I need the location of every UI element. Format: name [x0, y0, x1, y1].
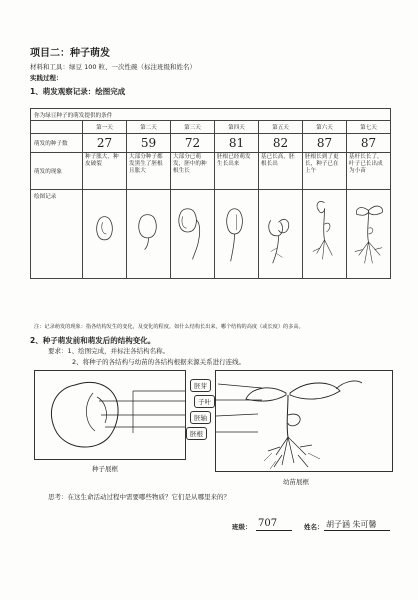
count-label: 萌发的种子数	[31, 134, 83, 153]
count-value: 27	[83, 134, 127, 153]
phenomenon-cell: 种子胀大，种皮破裂	[83, 153, 127, 190]
day-header: 第四天	[215, 121, 259, 134]
phenomenon-cell: 胚根已经萌发生长出来	[215, 153, 259, 190]
reflection-question: 思考：在这生命活动过程中需要哪些物质？它们是从哪里来的？	[48, 493, 230, 501]
day-header: 第五天	[259, 121, 303, 134]
day-header: 第一天	[83, 121, 127, 134]
class-label: 班级：	[232, 523, 252, 531]
section2-heading: 2、种子萌发前和萌发后的结构变化。	[30, 336, 156, 345]
phenomenon-cell: 基已长高，胚根长出	[259, 153, 303, 190]
day-header: 第七天	[347, 121, 391, 134]
label-cotyledon: 子叶	[194, 395, 215, 408]
phenomenon-cell: 大部分已萌发，胚中的种根生长	[171, 153, 215, 190]
table-note: 注：记录萌发的现象：指各结构发生的变化，及变化的程度。如什么结构长出来，哪个结构的高度（或长度）的多高。	[34, 324, 304, 330]
project-title: 项目二：种子萌发	[30, 48, 110, 59]
phenomenon-cell: 胚根长到了更长，种子已在上午	[303, 153, 347, 190]
label-plumule: 胚芽	[190, 379, 211, 392]
phenomenon-cell: 基杆长长了，叶子已长出成为小苗	[347, 153, 391, 190]
count-value: 87	[303, 134, 347, 153]
drawing-label: 绘图记录	[31, 190, 83, 279]
seedling-frame-caption: 幼苗展框	[283, 478, 309, 486]
count-value: 81	[215, 134, 259, 153]
day-header: 第六天	[303, 121, 347, 134]
process-heading: 实践过程：	[30, 74, 63, 82]
class-value: 707	[258, 518, 278, 529]
count-value: 87	[347, 134, 391, 153]
class-underline	[256, 530, 292, 531]
phenomenon-cell: 大部分种子都发黑生了胚根且胀大	[127, 153, 171, 190]
name-value: 胡子涵 朱可馨	[326, 520, 377, 529]
label-hypocotyl: 胚轴	[190, 411, 211, 424]
condition-label: 你为绿豆种子的萌发提供的条件	[31, 109, 391, 121]
label-radicle: 胚根	[186, 427, 207, 440]
name-underline	[324, 530, 390, 531]
day-header: 第三天	[171, 121, 215, 134]
count-value: 82	[259, 134, 303, 153]
count-value: 72	[171, 134, 215, 153]
count-value: 59	[127, 134, 171, 153]
day-header: 第二天	[127, 121, 171, 134]
phenomenon-label: 萌发的现象	[31, 153, 83, 190]
section1-heading: 1、萌发观察记录：绘图完成	[30, 87, 126, 96]
requirement-1: 要求：1、绘图完成，并标注各结构名称。	[48, 347, 170, 355]
requirement-2: 2、将种子的各结构与幼苗的各结构根据来源关系进行连线。	[72, 358, 246, 366]
materials-text: 材料和工具：绿豆 100 粒、一次性碗（标注班级和姓名）	[30, 63, 197, 71]
seed-frame-caption: 种子展框	[92, 465, 118, 473]
name-label: 姓名：	[304, 523, 324, 531]
